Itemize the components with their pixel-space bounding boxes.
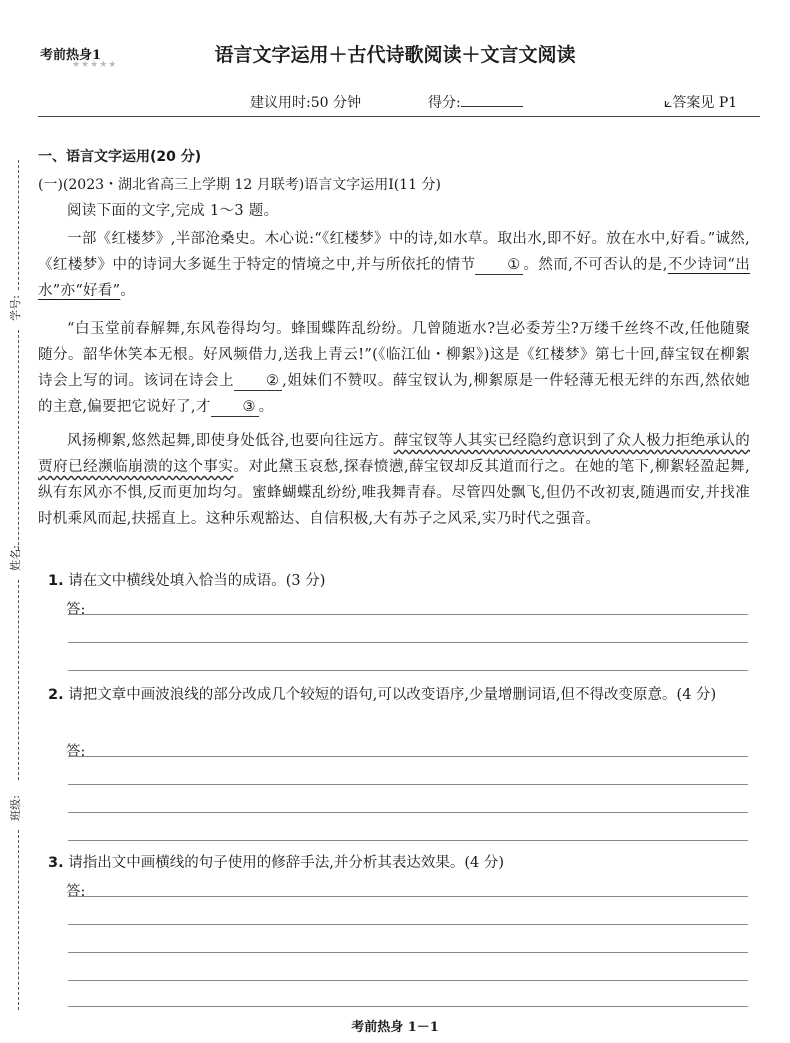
binding-line — [18, 830, 19, 1010]
answer-line[interactable] — [68, 980, 748, 981]
answer-line[interactable] — [68, 812, 748, 813]
section-heading: 一、语言文字运用(20 分) — [38, 149, 202, 165]
answer-line[interactable] — [68, 840, 748, 841]
section-tag: 考前热身1 — [40, 48, 102, 63]
question-3: 3. 请指出文中画横线的句子使用的修辞手法,并分析其表达效果。(4 分) — [48, 855, 504, 871]
answer-line[interactable] — [68, 670, 748, 671]
score-blank — [461, 106, 523, 107]
blank-3: ③ — [211, 398, 259, 417]
answer-line[interactable] — [68, 756, 748, 757]
answer-line[interactable] — [68, 1006, 748, 1007]
answer-line[interactable] — [68, 924, 748, 925]
score-field — [428, 92, 523, 112]
wavy-underlined-sentence: 薛宝钗等人其实已经隐约意识到了众人极力拒绝承认的贾府已经濒临崩溃的这个事实 — [38, 433, 750, 475]
blank-2: ② — [234, 372, 282, 391]
time-label: 建议用时:50 分钟 — [250, 95, 361, 111]
question-2: 2. 请把文章中画波浪线的部分改成几个较短的语句,可以改变语序,少量增删词语,但不得改变原意。(4 分) — [48, 687, 717, 703]
answer-ref-text: 答案见 P1 — [672, 95, 738, 111]
instruction: 阅读下面的文字,完成 1～3 题。 — [67, 203, 279, 219]
class-label: 班级: — [8, 795, 22, 821]
answer-label: 答: — [66, 602, 86, 618]
score-label: 得分: — [428, 95, 461, 111]
answer-label: 答: — [66, 744, 86, 760]
page-title: 语言文字运用＋古代诗歌阅读＋文言文阅读 — [214, 44, 576, 66]
sub-heading: (一)(2023・湖北省高三上学期 12 月联考)语言文字运用Ⅰ(11 分) — [38, 177, 441, 193]
answer-line[interactable] — [68, 896, 748, 897]
answer-label: 答: — [66, 884, 86, 900]
star-decoration-icon: ★★★★★ — [72, 60, 118, 70]
page-footer: 考前热身 1－1 — [351, 1020, 439, 1035]
answer-ref — [664, 92, 737, 112]
binding-line — [18, 580, 19, 780]
header-divider — [38, 116, 760, 117]
answer-line[interactable] — [68, 784, 748, 785]
binding-strip — [0, 140, 28, 1020]
passage-paragraph-3: 风扬柳絮,悠然起舞,即使身处低谷,也要向往远方。薛宝钗等人其实已经隐约意识到了众人极力拒绝承认的贾府已经濒临崩溃的这个事实。对此黛玉哀愁,探春愤懑,薛宝钗却反其道而行之。在她的笔下,柳絮轻盈起舞,纵有东风亦不惧,反而更加均匀。蜜蜂蝴蝶乱纷纷,唯我舞青春。尽管四处飘飞,但仍不改初衷,随遇而安,并找准时机乘风而起,扶摇直上。这种乐观豁达、自信积极,大有苏子之风采,实乃时代之强音。 — [38, 433, 750, 527]
binding-line — [18, 330, 19, 550]
passage-paragraph-2: “白玉堂前春解舞,东风卷得均匀。蜂围蝶阵乱纷纷。几曾随逝水?岂必委芳尘?万缕千丝终不改,任他随聚随分。韶华休笑本无根。好风频借力,送我上青云!”(《临江仙・柳絮》)这是《红楼梦》第七十回,薛宝钗在柳絮诗会上写的词。该词在诗会上 ② ,姐妹们不赞叹。薛宝钗认为,柳絮原是一件轻薄无根无绊的东西,然依她的主意,偏要把它说好了,才 ③ 。 — [38, 321, 750, 415]
answer-line[interactable] — [68, 642, 748, 643]
name-label: 姓名: — [8, 545, 22, 571]
passage-paragraph-1: 一部《红楼梦》,半部沧桑史。木心说:“《红楼梦》中的诗,如水草。取出水,即不好。放在水中,好看。”诚然,《红楼梦》中的诗词大多诞生于特定的情境之中,并与所依托的情节 ① 。然而,不可否认的是,不少诗词“出水”亦“好看”。 — [38, 231, 750, 299]
question-1: 1. 请在文中横线处填入恰当的成语。(3 分) — [48, 573, 326, 589]
answer-ref-icon: ⟀ — [664, 95, 673, 111]
answer-line[interactable] — [68, 614, 748, 615]
blank-1: ① — [475, 256, 523, 275]
underlined-sentence: 不少诗词“出水”亦“好看” — [38, 257, 750, 299]
answer-line[interactable] — [68, 952, 748, 953]
student-id-label: 学号: — [8, 295, 22, 321]
binding-line — [18, 160, 19, 290]
